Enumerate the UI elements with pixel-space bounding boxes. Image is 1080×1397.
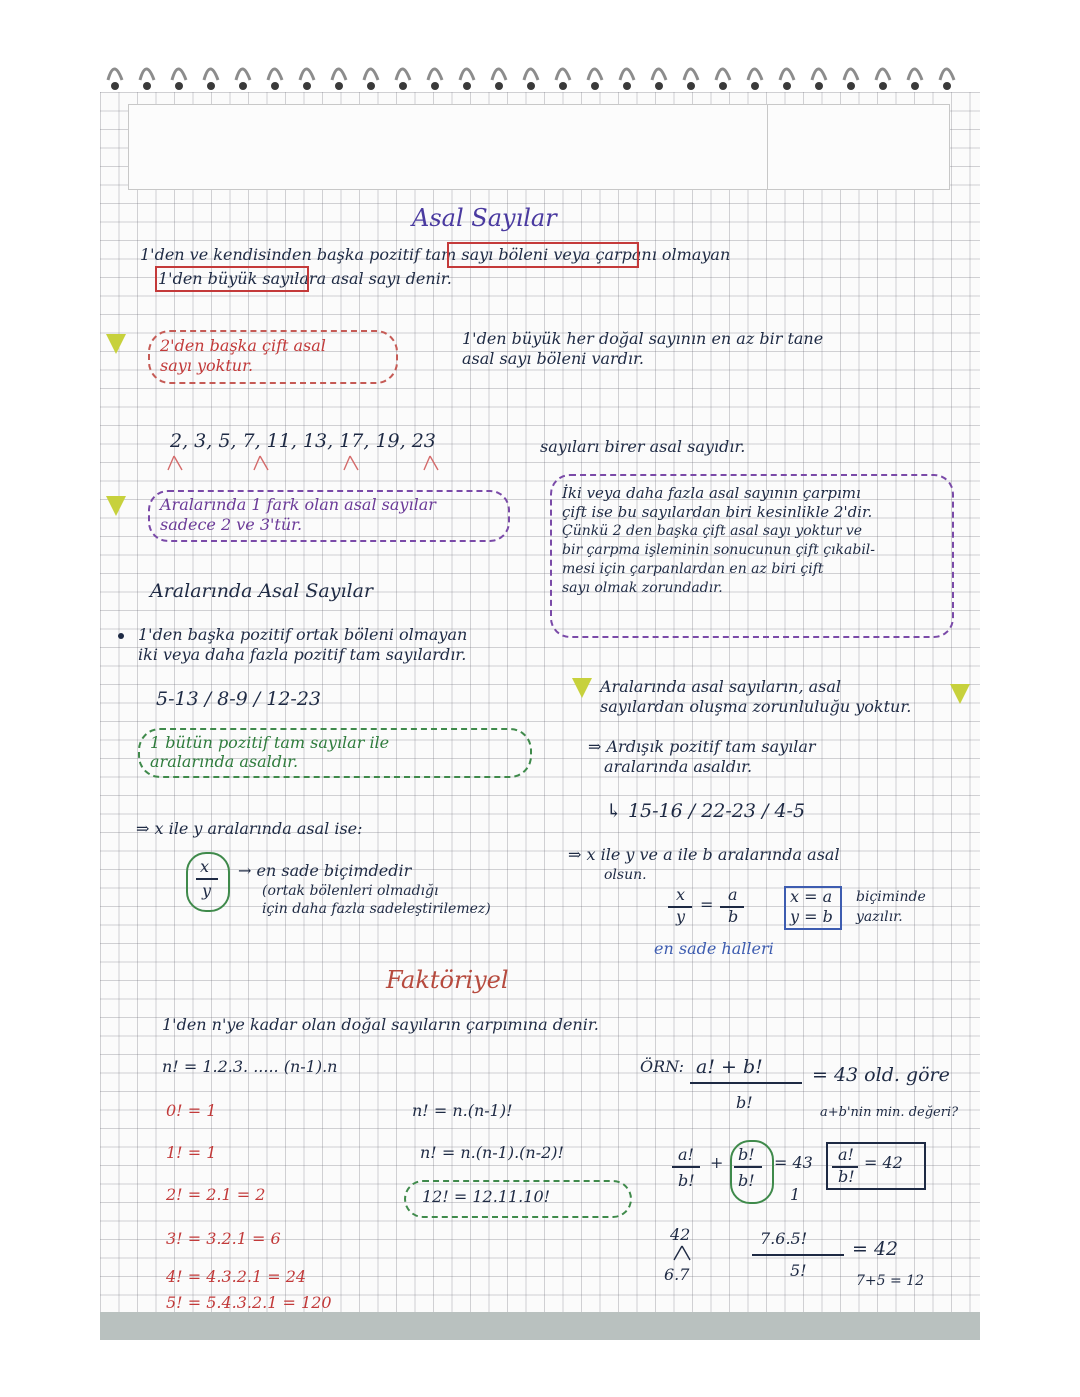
note-differ-by-one-2: sadece 2 ve 3'tür. [160,515,303,534]
prime-list: 2, 3, 5, 7, 11, 13, 17, 19, 23 [170,430,436,452]
factorial-2: 2! = 2.1 = 2 [166,1185,266,1204]
prime-factor-tree-sketch [160,452,480,478]
warning-icon-4 [950,684,970,704]
note-product-3: Çünkü 2 den başka çift asal sayı yoktur ve [562,523,863,539]
final-eq: = 42 [852,1238,899,1260]
final-sum: 7+5 = 12 [856,1273,924,1289]
note-product-5: mesi için çarpanlardan en az biri çift [562,561,824,577]
step-res-num: a! [838,1145,854,1164]
xy-fraction-bar [196,878,218,880]
note-product-4: bir çarpma işleminin sonucunun çift çıkabil- [562,542,876,558]
factorial-recursive-2: n! = n.(n-1).(n-2)! [420,1143,564,1162]
example-expr-den: b! [736,1093,753,1112]
factorial-0: 0! = 1 [166,1101,217,1120]
example-label: ÖRN: [640,1057,684,1076]
step-b-den: b! [738,1171,755,1190]
ab-result-2: y = b [790,907,833,926]
bottom-strip [100,1312,980,1340]
prime-list-suffix: sayıları birer asal sayıdır. [540,437,746,456]
ab-caption: en sade halleri [654,939,774,958]
example-expr-bar [690,1082,802,1084]
step-a-den: b! [678,1171,695,1190]
bullet-dot [118,633,124,639]
highlight-box-positive [447,242,639,268]
highlight-box-greater [155,266,309,292]
ab-lhs-num: x [676,885,686,904]
note-differ-by-one-1: Aralarında 1 fark olan asal sayılar [160,495,436,514]
step-eq: = 43 [774,1153,813,1172]
ab-result-1: x = a [790,887,833,906]
step-res-den: b! [838,1167,855,1186]
xy-note-1: → en sade biçimdedir [238,861,412,880]
factorial-4: 4! = 4.3.2.1 = 24 [166,1267,307,1286]
coprime-one-2: aralarında asaldır. [150,752,299,771]
coprime-def-1: 1'den başka pozitif ortak böleni olmayan [138,625,468,644]
example-question: a+b'nin min. değeri? [820,1105,959,1120]
example-expr-rhs: = 43 old. göre [812,1064,950,1086]
factor-top: 42 [670,1225,691,1244]
step-b-num: b! [738,1145,755,1164]
coprime-not-prime-1: Aralarında asal sayıların, asal [600,677,842,696]
step-plus: + [710,1153,724,1172]
factorial-recursive-1: n! = n.(n-1)! [412,1101,513,1120]
note-product-6: sayı olmak zorundadır. [562,580,723,596]
factorial-1: 1! = 1 [166,1143,217,1162]
xy-fraction-num: x [200,857,210,876]
definition-line-2: 1'den büyük sayılara asal sayı denir. [158,269,452,288]
example-expr-num: a! + b! [696,1056,763,1078]
note-every-number-1: 1'den büyük her doğal sayının en az bir tane [462,329,824,348]
note-product-1: İki veya daha fazla asal sayının çarpımı [562,484,861,502]
warning-icon [106,334,126,354]
ab-line-2: olsun. [604,867,647,883]
ab-rhs-num: a [728,885,738,904]
coprime-consecutive-examples: ↳ 15-16 / 22-23 / 4-5 [606,800,806,822]
definition-line-1: 1'den ve kendisinden başka pozitif tam sayı böleni veya çarpanı olmayan [140,245,731,264]
note-product-2: çift ise bu sayılardan biri kesinlikle 2'dir. [562,503,873,521]
header-box [128,104,950,190]
xy-note-3: için daha fazla sadeleştirilemez) [262,901,491,917]
coprime-def-2: iki veya daha fazla pozitif tam sayılardır. [138,645,467,664]
note-every-number-2: asal sayı böleni vardır. [462,349,645,368]
step-b-bar [734,1166,762,1168]
factorial-5: 5! = 5.4.3.2.1 = 120 [166,1293,332,1312]
page-title: Asal Sayılar [412,204,557,232]
ab-lhs-den: y [676,907,686,926]
final-den: 5! [790,1261,807,1280]
coprime-one-1: 1 bütün pozitif tam sayılar ile [150,733,390,752]
ab-line-1: ⇒ x ile y ve a ile b aralarında asal [568,845,840,864]
note-even-prime-2: sayı yoktur. [160,356,254,375]
factorial-heading: Faktöriyel [386,966,509,994]
final-bar [752,1254,844,1256]
coprime-consecutive-1: ⇒ Ardışık pozitif tam sayılar [588,737,816,756]
ab-eq: = [700,895,714,914]
factorial-recursive-3: 12! = 12.11.10! [422,1187,551,1206]
note-even-prime-1: 2'den başka çift asal [160,336,326,355]
xy-fraction-den: y [202,881,212,900]
factor-bottom: 6.7 [664,1265,690,1284]
factorial-3: 3! = 3.2.1 = 6 [166,1229,281,1248]
coprime-examples: 5-13 / 8-9 / 12-23 [156,688,322,710]
step-a-num: a! [678,1145,694,1164]
coprime-consecutive-2: aralarında asaldır. [604,757,753,776]
factor-tree-lines [668,1244,698,1262]
ab-rhs-den: b [728,907,739,926]
factorial-formula: n! = 1.2.3. ..... (n-1).n [162,1057,338,1076]
step-one: 1 [790,1185,801,1204]
ab-result-word-2: yazılır. [856,909,903,925]
factorial-def: 1'den n'ye kadar olan doğal sayıların çarpımına denir. [162,1015,599,1034]
final-num: 7.6.5! [760,1229,808,1248]
xy-note-2: (ortak bölenleri olmadığı [262,883,439,899]
warning-icon-2 [106,496,126,516]
ab-result-word-1: biçiminde [856,889,926,905]
warning-icon-3 [572,678,592,698]
step-res-eq: = 42 [864,1153,903,1172]
coprime-not-prime-2: sayılardan oluşma zorunluluğu yoktur. [600,697,912,716]
coprime-xy-heading: ⇒ x ile y aralarında asal ise: [136,819,363,838]
step-a-bar [672,1166,700,1168]
coprime-heading: Aralarında Asal Sayılar [150,580,374,602]
